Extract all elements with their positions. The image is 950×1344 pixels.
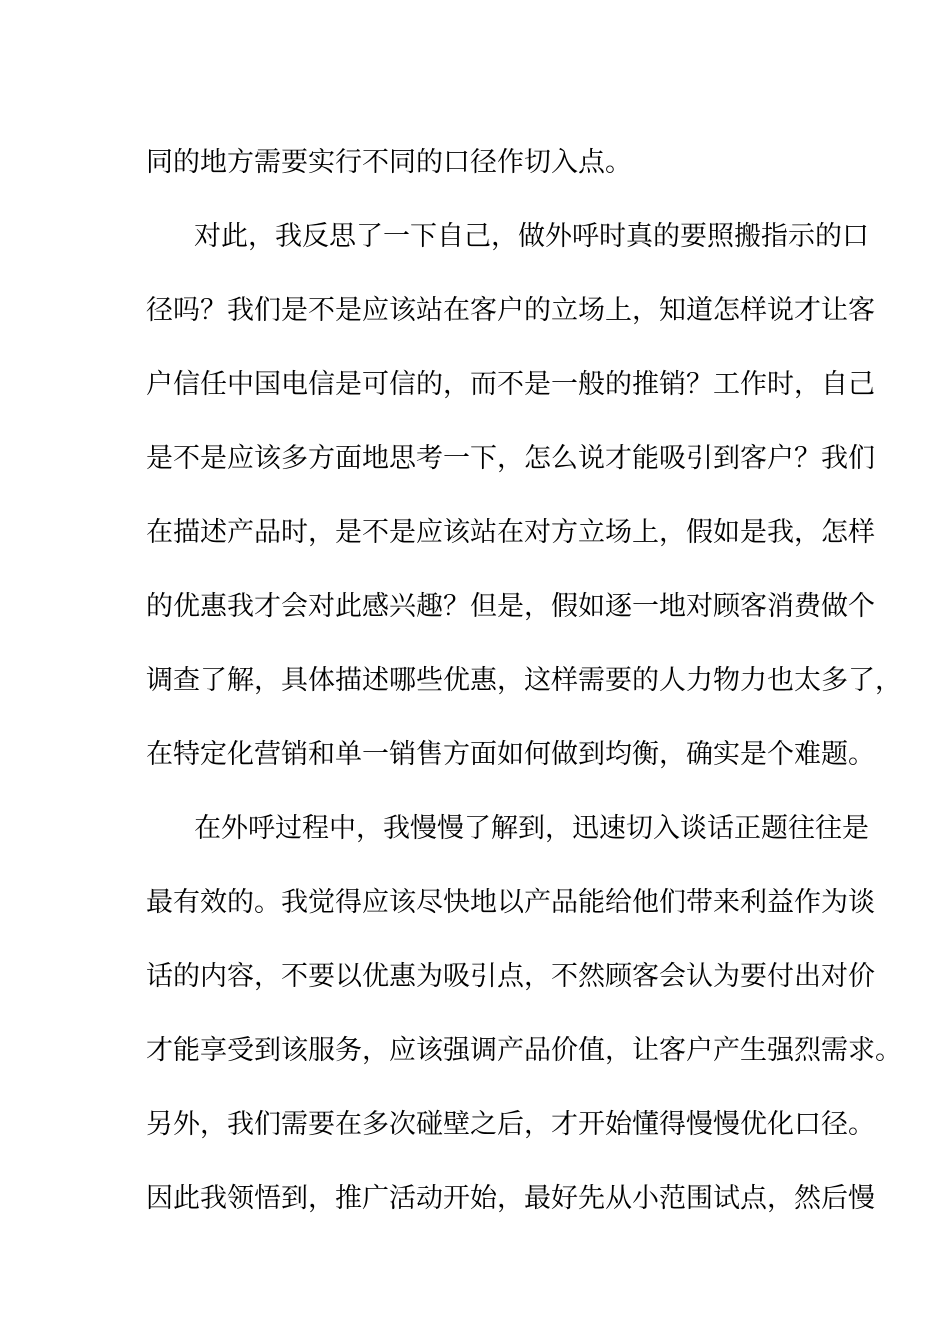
text-line: 户信任中国电信是可信的，而不是一般的推销？工作时，自己: [146, 369, 875, 400]
text-line: 最有效的。我觉得应该尽快地以产品能给他们带来利益作为谈: [146, 887, 875, 918]
text-line: 同的地方需要实行不同的口径作切入点。: [146, 147, 632, 178]
text-line: 在描述产品时，是不是应该站在对方立场上，假如是我，怎样: [146, 517, 875, 548]
text-line: 因此我领悟到，推广活动开始，最好先从小范围试点，然后慢: [146, 1183, 875, 1214]
text-line: 在特定化营销和单一销售方面如何做到均衡，确实是个难题。: [146, 739, 875, 770]
text-line: 另外，我们需要在多次碰壁之后，才开始懂得慢慢优化口径。: [146, 1109, 875, 1140]
paragraph-start-line: 对此，我反思了一下自己，做外呼时真的要照搬指示的口: [194, 221, 869, 252]
text-line: 话的内容，不要以优惠为吸引点，不然顾客会认为要付出对价: [146, 961, 875, 992]
text-line: 调查了解，具体描述哪些优惠，这样需要的人力物力也太多了，: [146, 665, 902, 696]
paragraph-start-line: 在外呼过程中，我慢慢了解到，迅速切入谈话正题往往是: [194, 813, 869, 844]
text-line: 径吗？我们是不是应该站在客户的立场上，知道怎样说才让客: [146, 295, 875, 326]
body-text: [146, 126, 902, 1236]
text-line: 才能享受到该服务，应该强调产品价值，让客户产生强烈需求。: [146, 1035, 902, 1066]
text-line: 的优惠我才会对此感兴趣？但是，假如逐一地对顾客消费做个: [146, 591, 875, 622]
text-line: 是不是应该多方面地思考一下，怎么说才能吸引到客户？我们: [146, 443, 875, 474]
